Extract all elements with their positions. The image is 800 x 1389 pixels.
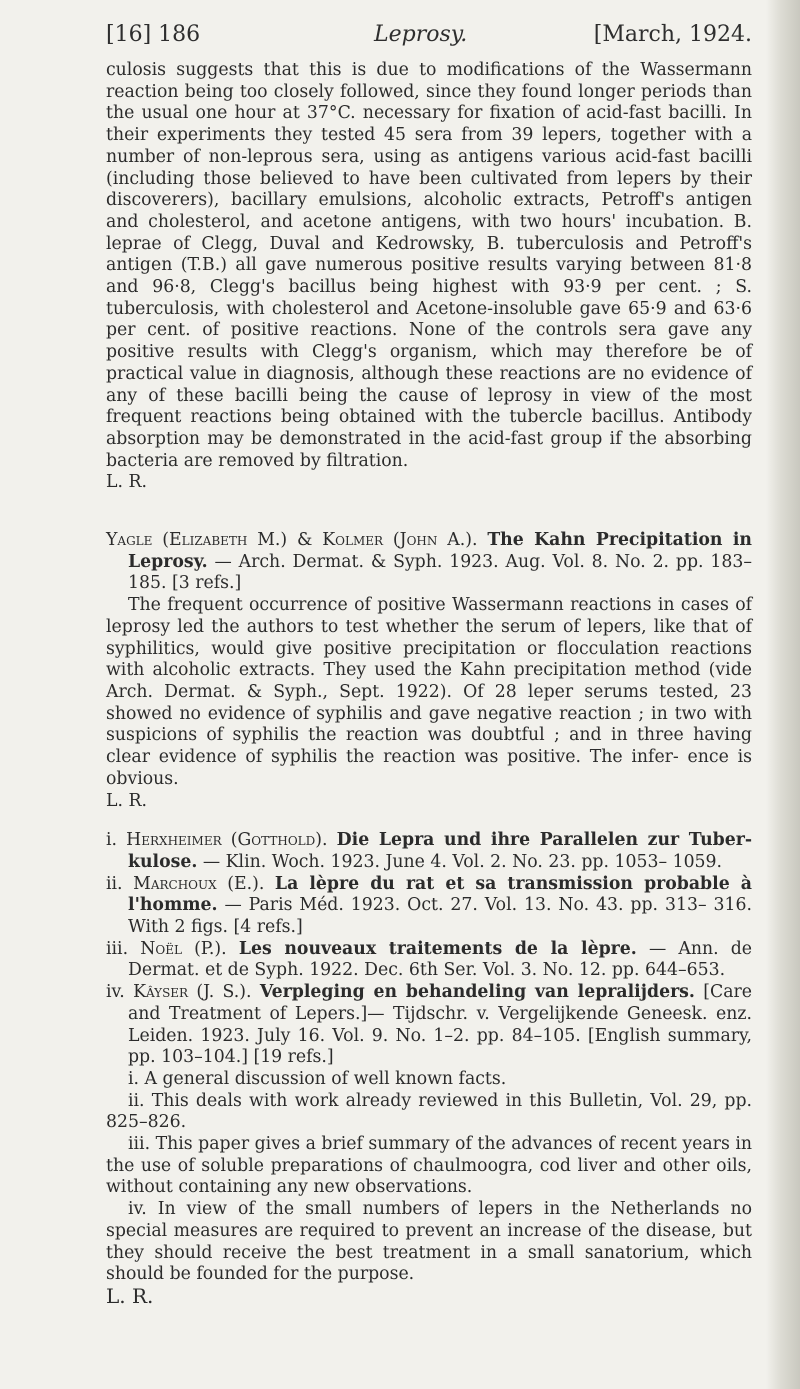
- reference-item: [106, 874, 752, 939]
- reference-item: [106, 939, 752, 982]
- reference-title: La lèpre du rat et sa transmission probable à l'homme.: [128, 873, 752, 916]
- reference-title: The Kahn Precipitation in Leprosy.: [128, 530, 752, 572]
- reference-authors: Yagle (Elizabeth M.) & Kolmer (John A.).: [106, 530, 478, 551]
- note-item: i. A general discussion of well known facts.: [128, 1068, 507, 1089]
- reference-citation: — Arch. Dermat. & Syph. 1923. Aug. Vol. 8. No. 2. pp. 183–185. [3 refs.]: [128, 551, 752, 594]
- reference-number: iii.: [106, 938, 129, 959]
- reference-citation: — Klin. Woch. 1923. June 4. Vol. 2. No. 23. pp. 1053– 1059.: [202, 851, 723, 872]
- article-body: [106, 60, 752, 1308]
- reference-number: i.: [106, 830, 118, 851]
- reference-citation: — Ann. de Dermat. et de Syph. 1922. Dec. 6th Ser. Vol. 3. No. 12. pp. 644–653.: [128, 938, 753, 981]
- reference-citation: — Paris Méd. 1923. Oct. 27. Vol. 13. No. 43. pp. 313– 316. With 2 figs. [4 refs.]: [128, 895, 752, 938]
- reference-item: [106, 830, 752, 873]
- reference-title: Les nouveaux traitements de la lèpre.: [238, 938, 637, 959]
- running-header: [106, 0, 752, 60]
- abstract-paragraph: The frequent occurrence of positive Wassermann reactions in cases of leprosy led the authors to test whether the serum of lepers, like that of syphilitics, would give positive precipitation or flocculation reactions with alcoholic extracts. They used the Kahn precipitation method (vide Arch. Dermat. & Syph., Sept. 1922). Of 28 leper serums tested, 23 showed no evidence of syphilis and gave negative reaction ; in two with suspicions of syphilis the reaction was doubtful ; and in three having clear evidence of syphilis the reaction was positive. The infer- ence is obvious.: [106, 595, 752, 789]
- reference-title: Verpleging en behandeling van lepralijders.: [259, 982, 695, 1003]
- reference-citation: [Care and Treatment of Lepers.]— Tijdschr. v. Vergelijkende Geneesk. enz. Leiden. 1923. July 16. Vol. 9. No. 1–2. pp. 84–105. [English summary, pp. 103–104.] [19 refs.]: [128, 982, 753, 1068]
- paragraph-continuation: culosis suggests that this is due to modifications of the Wassermann reaction being too closely followed, since they found longer periods than the usual one hour at 37°C. necessary for fixation of acid-fast bacilli. In their experiments they tested 45 sera from 39 lepers, together with a number of non-leprous sera, using as antigens various acid-fast bacilli (including those believed to have been cultivated from lepers by their discoverers), bacillary emulsions, alcoholic extracts, Petroff's antigen and cholesterol, and acetone antigens, with two hours' incubation. B. leprae of Clegg, Duval and Kedrowsky, B. tuberculosis and Petroff's antigen (T.B.) all gave numerous positive results varying between 81·8 and 96·8, Clegg's bacillus being highest with 93·9 per cent. ; S. tuberculosis, with cholesterol and Acetone-insoluble gave 65·9 and 63·6 per cent. of positive reactions. None of the controls sera gave any positive results with Clegg's organism, which may therefore be of practical value in diagnosis, although these reactions are no evidence of any of these bacilli being the cause of leprosy in view of the most frequent reactions being obtained with the tubercle bacillus. Antibody absorption may be demonstrated in the acid-fast group if the absorbing bacteria are removed by filtration.: [106, 60, 752, 471]
- reference-number: ii.: [106, 873, 123, 894]
- page-edge-shadow: [766, 0, 800, 1389]
- reference-authors: Herxheimer (Gotthold).: [126, 830, 328, 851]
- reviewer-initials: L. R.: [106, 790, 147, 811]
- note-item: iii. This paper gives a brief summary of the advances of recent years in the use of soluble preparations of chaulmoogra, cod liver and other oils, without containing any new observations.: [106, 1134, 752, 1198]
- reviewer-initials: L. R.: [106, 1283, 154, 1308]
- reference-title: Die Lepra und ihre Parallelen zur Tuber- kulose.: [128, 830, 753, 872]
- note-item: ii. This deals with work already reviewed in this Bulletin, Vol. 29, pp. 825–826.: [106, 1090, 752, 1133]
- reference-authors: Marchoux (E.).: [133, 873, 265, 894]
- reference-number: iv.: [106, 982, 125, 1003]
- note-item: iv. In view of the small numbers of lepers in the Netherlands no special measures are required to prevent an increase of the disease, but they should receive the best treatment in a small sanatorium, which should be founded for the purpose.: [106, 1199, 752, 1285]
- reference-authors: Noël (P.).: [140, 938, 227, 959]
- reviewer-initials: L. R.: [106, 472, 147, 493]
- reference-yagle: [106, 530, 752, 595]
- reference-authors: Kâyser (J. S.).: [133, 982, 252, 1003]
- reference-item: [106, 982, 752, 1069]
- page-number: [16] 186: [106, 22, 201, 47]
- issue-date: [March, 1924.: [593, 22, 752, 47]
- journal-section: Leprosy.: [374, 22, 468, 47]
